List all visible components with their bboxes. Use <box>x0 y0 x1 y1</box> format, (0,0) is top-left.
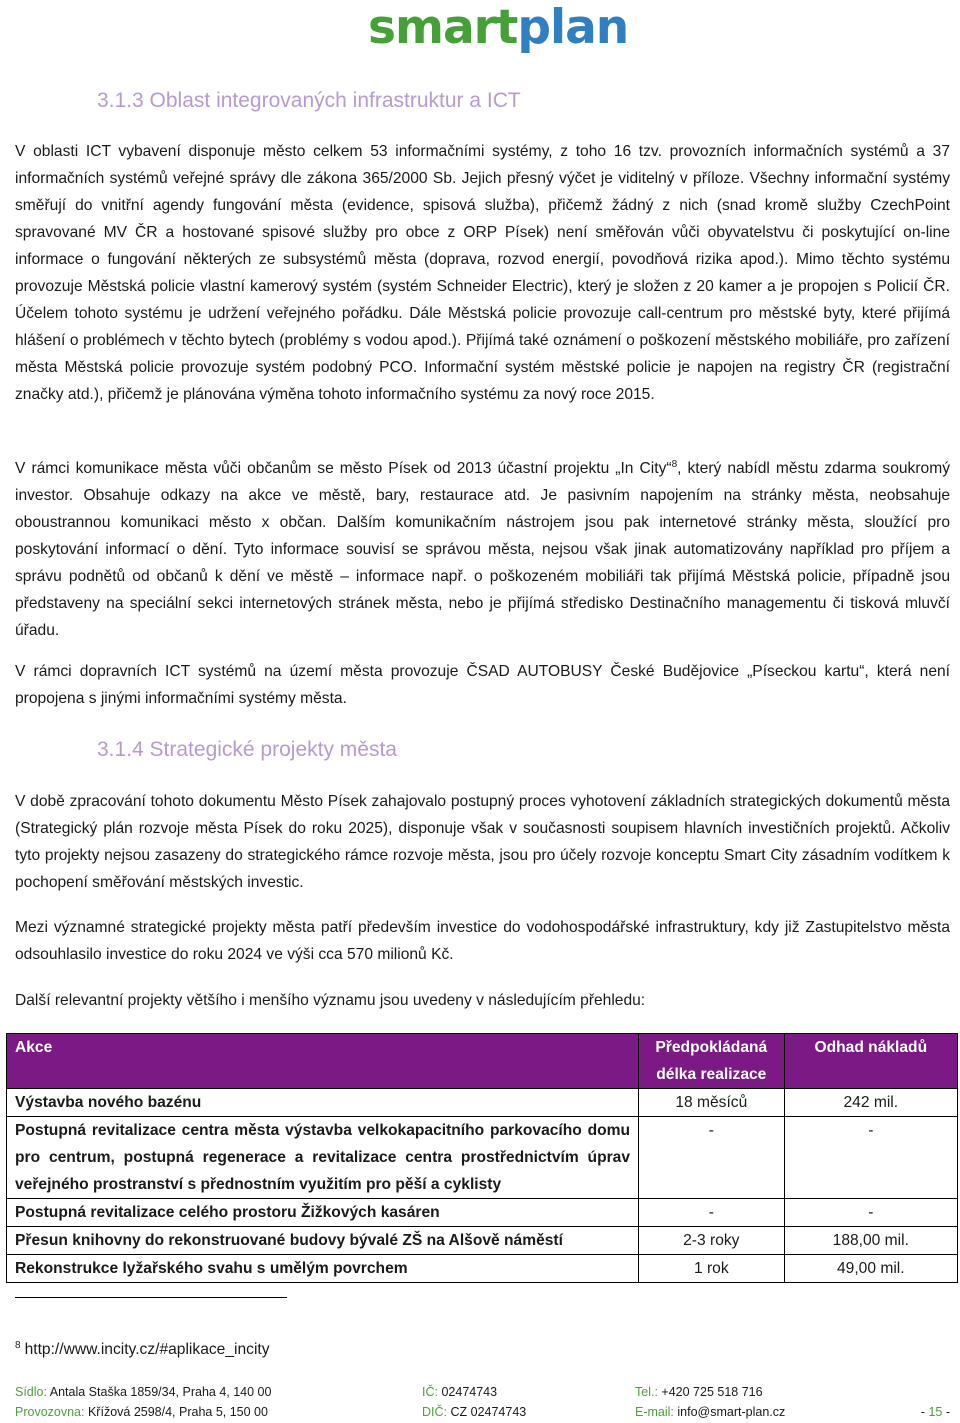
table-row <box>7 1117 958 1199</box>
row-name: Rekonstrukce lyžařského svahu s umělým povrchem <box>7 1255 639 1283</box>
table-row <box>7 1255 958 1283</box>
paragraph-water-infrastructure: Mezi významné strategické projekty města patří především investice do vodohospodářské infrastruktury, kdy již Zastupitelstvo města odsouhlasilo investice do roku 2024 ve výši cca 570 milionů Kč. <box>15 919 950 963</box>
table-row <box>7 1227 958 1255</box>
row-duration: - <box>639 1199 785 1227</box>
row-name: Postupná revitalizace celého prostoru Žižkových kasáren <box>7 1199 639 1227</box>
row-cost: - <box>784 1199 957 1227</box>
page-number-value: 15 <box>928 1405 943 1419</box>
footnote-divider <box>15 1297 287 1298</box>
footer-ic <box>422 1385 497 1399</box>
footnote-reference[interactable]: 8 <box>671 459 678 470</box>
row-cost: - <box>784 1117 957 1199</box>
row-name: Přesun knihovny do rekonstruované budovy bývalé ZŠ na Alšově náměstí <box>7 1227 639 1255</box>
logo-smart: smart <box>368 0 518 55</box>
table-row <box>7 1199 958 1227</box>
paragraph-transport-ict: V rámci dopravních ICT systémů na území města provozuje ČSAD AUTOBUSY České Budějovice „Píseckou kartu“, která není propojena s jinými informačními systémy města. <box>15 663 950 707</box>
footnote-number: 8 <box>15 1340 21 1351</box>
row-duration: 1 rok <box>639 1255 785 1283</box>
footer-row-1 <box>15 1385 950 1403</box>
table-row <box>7 1089 958 1117</box>
footer-dic <box>422 1405 526 1419</box>
logo-plan: plan <box>517 0 629 55</box>
in-city-text-a: V rámci komunikace města vůči občanům se město Písek od 2013 účastní projektu „In City“ <box>15 460 672 478</box>
paragraph-ict-systems: V oblasti ICT vybavení disponuje město celkem 53 informačními systémy, z toho 16 tzv. provozních informačních systémů a 37 informačních systémů veřejné správy dle zákona 365/2000 Sb. Jejich přesný výčet je viditelný v příloze. Všechny informační systémy směřují do vnitřní agendy fungování města (evidence, spisová služba), přičemž žádný z nich (snad kromě služby CzechPoint spravované MV ČR a hostované spisové služby pro obce z ORP Písek) není směřován vůči obyvatelstvu či poskytující on-line informace o fungování některých ze subsystémů města (doprava, rozvod energií, povodňová rizika apod.). Mimo těchto systému provozuje Městská policie vlastní kamerový systém (systém Schneider Electric), který je složen z 20 kamer a je propojen s Policií ČR. Účelem tohoto systému je udržení veřejného pořádku. Dále Městská policie provozuje call-centrum pro městské byty, které přijímá hlášení o problémech v těchto bytech (problémy s vodou apod.). Přijímá také oznámení o poškození městského mobiliáře, pro zařízení města Městská policie provozuje systém podobný PCO. Informační systém městské policie je napojen na registry ČR (registrační značky atd.), přičemž je plánována výměna tohoto informačního systému za nový roce 2015. <box>15 143 950 403</box>
tel-label: Tel.: <box>635 1385 658 1399</box>
smartplan-logo <box>368 0 629 60</box>
page-number <box>921 1405 950 1419</box>
page-prefix: - <box>920 1405 925 1419</box>
paragraph-in-city <box>15 451 950 644</box>
header-cost: Odhad nákladů <box>784 1034 957 1089</box>
footer-sidlo <box>15 1385 271 1399</box>
sidlo-label: Sídlo: <box>15 1385 47 1399</box>
projects-table <box>6 1033 958 1283</box>
footer-tel <box>635 1385 763 1399</box>
ic-value: 02474743 <box>441 1385 498 1399</box>
paragraph-strategic-docs: V době zpracování tohoto dokumentu Město Písek zahajovalo postupný proces vyhotovení základních strategických dokumentů města (Strategický plán rozvoje města Písek do roku 2025), disponuje však v současnosti soupisem hlavních investičních projektů. Ačkoliv tyto projekty nejsou zasazeny do strategického rámce rozvoje města, jsou pro účely rozvoje konceptu Smart City zásadním vodítkem k pochopení směřování městských investic. <box>15 793 950 891</box>
footnote-link[interactable]: http://www.incity.cz/#aplikace_incity <box>24 1341 270 1358</box>
email-value[interactable]: info@smart-plan.cz <box>677 1405 786 1419</box>
footer-email <box>635 1405 785 1419</box>
in-city-text-b: , který nabídl městu zdarma soukromý investor. Obsahuje odkazy na akce ve městě, bary, restaurace atd. Je pasivním napojením na stránky města, neobsahuje oboustrannou komunikaci město x občan. Dalším komunikačním nástrojem jsou pak internetové stránky města, sloužící pro poskytování informací o dění. Tyto informace souvisí se správou města, nejsou však jinak automatizovány například pro příjem a správu podnětů od občanů k dění ve městě – informace např. o poškozeném mobiliáři tak přijímá Městská policie, případně jsou představeny na speciální sekci internetových stránek města, nebo je přijímá středisko Destinačního managementu či tisková mluvčí úřadu. <box>15 460 950 640</box>
row-cost: 242 mil. <box>784 1089 957 1117</box>
paragraph-projects-intro: Další relevantní projekty většího i menšího významu jsou uvedeny v následujícím přehledu: <box>15 992 646 1009</box>
tel-value: +420 725 518 716 <box>661 1385 763 1399</box>
row-name: Výstavba nového bazénu <box>7 1089 639 1117</box>
footer-row-2 <box>15 1405 950 1423</box>
header-duration: Předpokládaná délka realizace <box>639 1034 785 1089</box>
row-cost: 188,00 mil. <box>784 1227 957 1255</box>
section-heading-strategic: 3.1.4 Strategické projekty města <box>97 738 397 761</box>
row-cost: 49,00 mil. <box>784 1255 957 1283</box>
dic-value: CZ 02474743 <box>450 1405 527 1419</box>
ic-label: IČ: <box>422 1385 438 1399</box>
sidlo-value: Antala Staška 1859/34, Praha 4, 140 00 <box>49 1385 272 1399</box>
row-duration: 18 měsíců <box>639 1089 785 1117</box>
row-duration: - <box>639 1117 785 1199</box>
email-label: E-mail: <box>635 1405 674 1419</box>
section-heading-ict: 3.1.3 Oblast integrovaných infrastruktur a ICT <box>97 89 521 112</box>
table-header-row <box>7 1034 958 1089</box>
row-duration: 2-3 roky <box>639 1227 785 1255</box>
header-akce: Akce <box>7 1034 639 1089</box>
provozovna-value: Křížová 2598/4, Praha 5, 150 00 <box>87 1405 268 1419</box>
provozovna-label: Provozovna: <box>15 1405 85 1419</box>
footer-provozovna <box>15 1405 268 1419</box>
dic-label: DIČ: <box>422 1405 447 1419</box>
page-suffix: - <box>945 1405 950 1419</box>
row-name: Postupná revitalizace centra města výstavba velkokapacitního parkovacího domu pro centrum, postupná regenerace a revitalizace centra prostřednictvím úprav veřejného prostranství s přednostním využitím pro pěší a cyklisty <box>7 1117 639 1199</box>
footnote <box>15 1340 270 1359</box>
